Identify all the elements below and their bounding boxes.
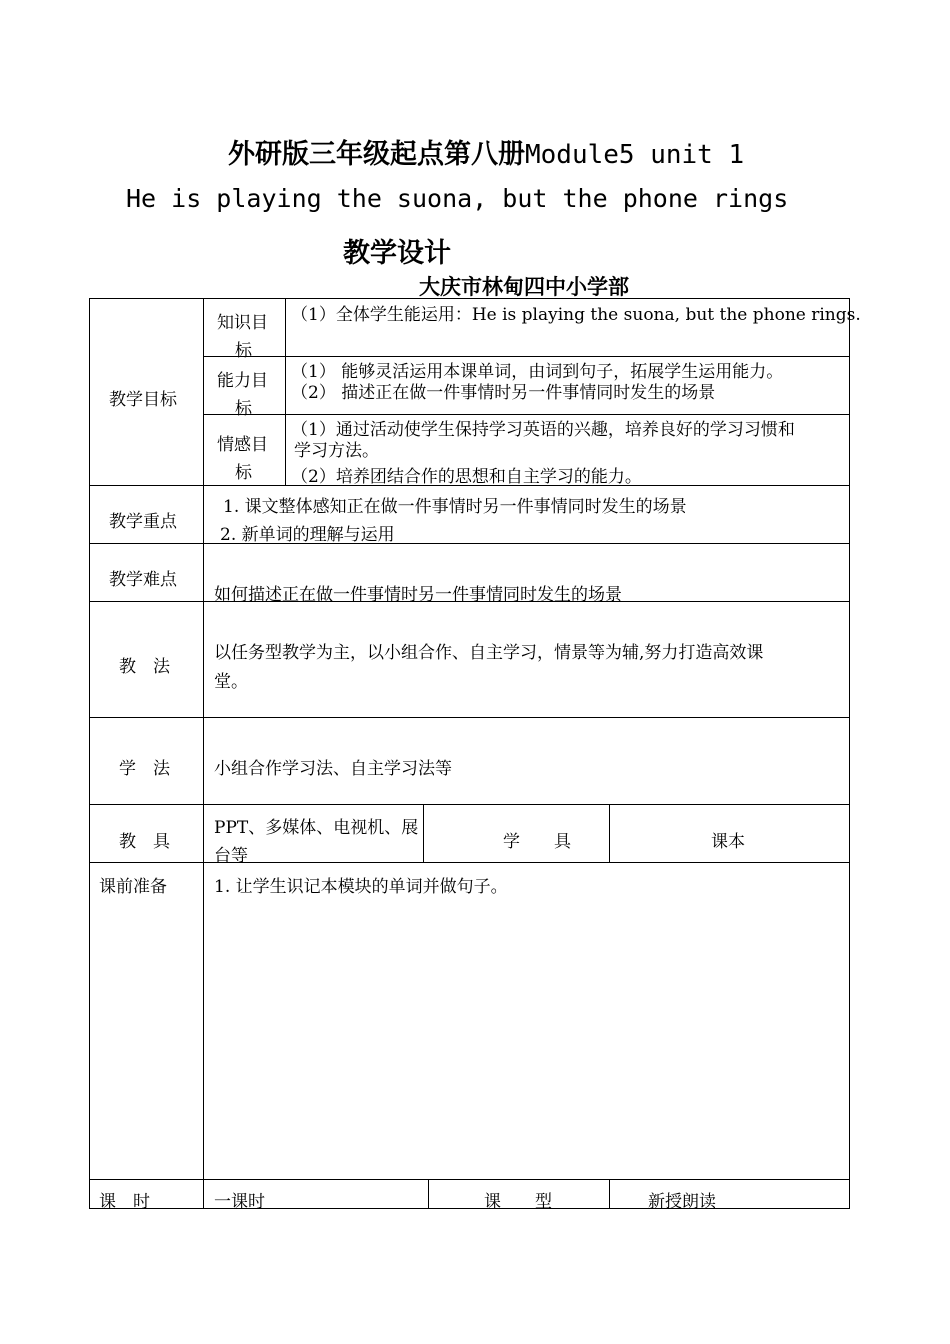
row-divider-footer <box>89 1179 850 1180</box>
ability-text-1: （1） 能够灵活运用本课单词，由词到句子，拓展学生运用能力。 <box>291 362 784 382</box>
tools-divider-1 <box>423 804 424 862</box>
school-name: 大庆市林甸四中小学部 <box>419 275 629 299</box>
teaching-method-text-1: 以任务型教学为主，以小组合作、自主学习，情景等为辅,努力打造高效课 <box>214 643 764 663</box>
emotion-label-2: 标 <box>235 463 252 483</box>
doc-title-cn: 外研版三年级起点第八册 <box>228 139 525 170</box>
difficulties-text: 如何描述正在做一件事情时另一件事情同时发生的场景 <box>214 585 622 605</box>
row-divider-learning <box>89 717 850 718</box>
label-column-divider <box>203 298 204 1209</box>
row-divider-preparation <box>89 862 850 863</box>
teacher-tools-label: 教 具 <box>119 832 170 852</box>
emotion-text-1a: （1）通过活动使学生保持学习英语的兴趣，培养良好的学习习惯和 <box>291 420 795 440</box>
objectives-sublabel-divider <box>285 298 286 485</box>
difficulties-label: 教学难点 <box>109 570 177 590</box>
lesson-type-value: 新授朗读 <box>648 1192 716 1212</box>
ability-label-2: 标 <box>235 399 252 419</box>
teaching-method-text-2: 堂。 <box>214 672 248 692</box>
teacher-tools-text-2: 台等 <box>214 846 248 866</box>
lesson-type-label: 课 型 <box>484 1192 552 1212</box>
teacher-tools-text-1: PPT、多媒体、电视机、展 <box>214 818 419 838</box>
preparation-text: 1. 让学生识记本模块的单词并做句子。 <box>214 877 508 897</box>
knowledge-label-2: 标 <box>235 341 252 361</box>
keypoints-label: 教学重点 <box>109 512 177 532</box>
footer-divider-2 <box>609 1179 610 1209</box>
lesson-plan-table <box>89 298 861 1212</box>
student-tools-label: 学 具 <box>503 832 571 852</box>
emotion-text-1b: 学习方法。 <box>294 441 379 461</box>
class-hours-label: 课 时 <box>99 1192 150 1212</box>
keypoints-item-1: 1. 课文整体感知正在做一件事情时另一件事情同时发生的场景 <box>223 497 687 517</box>
knowledge-text: （1）全体学生能运用：He is playing the suona, but the phone rings. <box>291 305 861 325</box>
emotion-label-1: 情感目 <box>217 435 268 455</box>
footer-divider-1 <box>428 1179 429 1209</box>
keypoints-item-2: 2. 新单词的理解与运用 <box>220 525 395 545</box>
ability-text-2: （2） 描述正在做一件事情时另一件事情同时发生的场景 <box>291 383 716 403</box>
learning-method-label: 学 法 <box>119 759 170 779</box>
doc-title-line3: 教学设计 <box>343 238 451 269</box>
learning-method-text: 小组合作学习法、自主学习法等 <box>214 759 452 779</box>
preparation-label: 课前准备 <box>99 877 167 897</box>
objectives-label: 教学目标 <box>109 390 177 410</box>
doc-title-line1 <box>228 132 744 171</box>
ability-label-1: 能力目 <box>217 371 268 391</box>
emotion-text-2: （2）培养团结合作的思想和自主学习的能力。 <box>291 467 642 487</box>
doc-title-module: Module5 unit 1 <box>525 140 745 170</box>
row-divider-difficulties <box>89 543 850 544</box>
student-tools-text: 课本 <box>711 832 745 852</box>
class-hours-value: 一课时 <box>214 1192 265 1212</box>
teaching-method-label: 教 法 <box>119 657 170 677</box>
knowledge-label-1: 知识目 <box>217 313 268 333</box>
doc-title-line2: He is playing the suona, but the phone rings <box>126 184 789 213</box>
tools-divider-2 <box>609 804 610 862</box>
row-divider-tools <box>89 804 850 805</box>
